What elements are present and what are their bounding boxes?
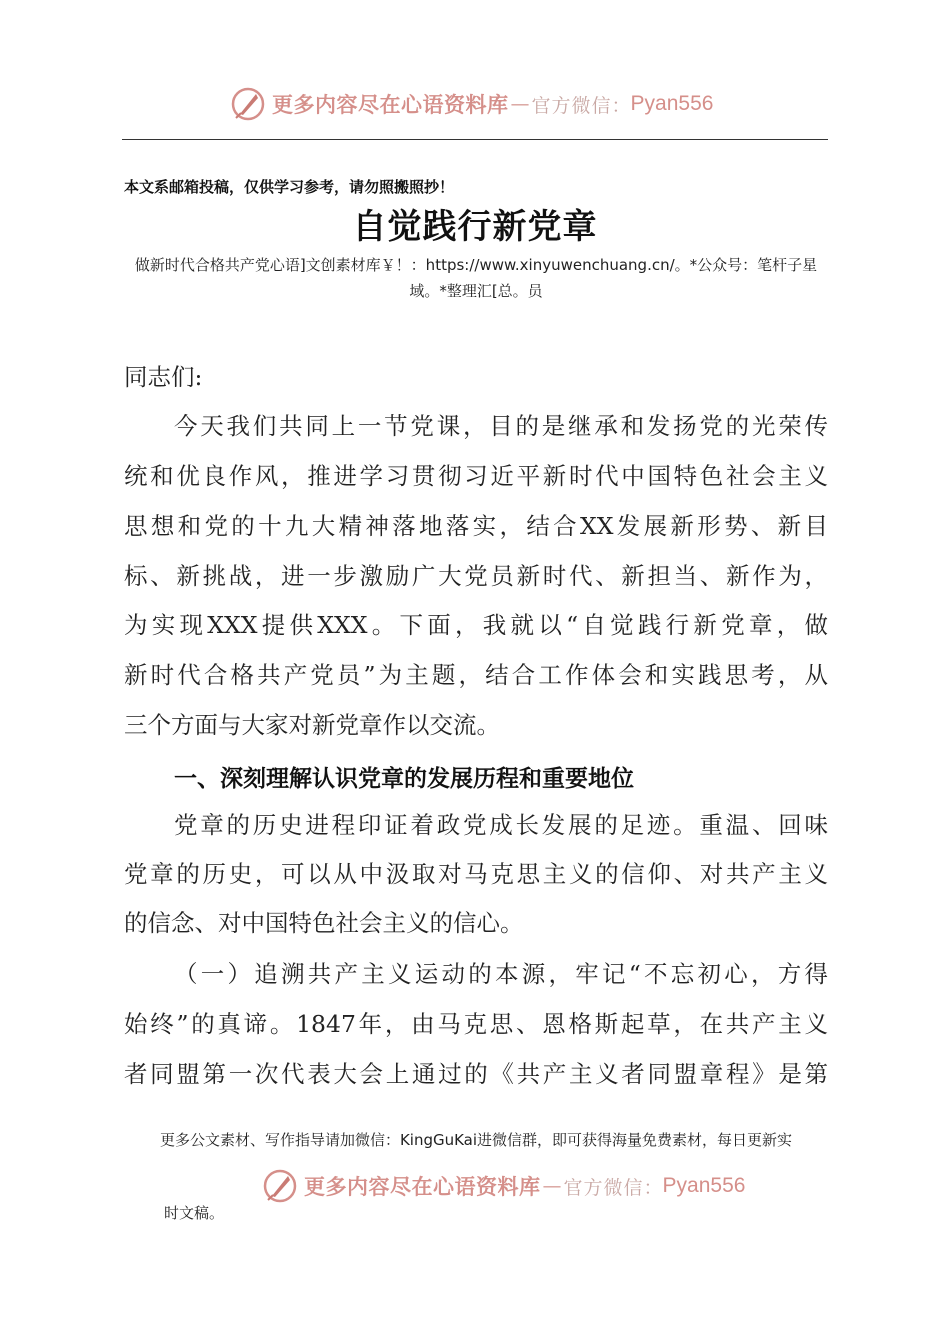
document-title: 自觉践行新党章 [352, 207, 598, 247]
footer-watermark [260, 1166, 745, 1206]
paragraph-line: 标、新挑战，进一步激励广大党员新时代、新担当、新作为， [124, 562, 828, 590]
watermark-dash: — [510, 93, 530, 115]
submission-notice: 本文系邮箱投稿，仅供学习参考，请勿照搬照抄！ [124, 178, 455, 196]
watermark-colon: ： [643, 1176, 663, 1199]
paragraph-line: 新时代合格共产党员”为主题，结合工作体会和实践思考，从 [124, 661, 828, 689]
watermark-wechat-id: Pyan556 [630, 92, 714, 115]
paragraph-line: 党章的历史进程印证着政党成长发展的足迹。重温、回味 [174, 811, 828, 839]
header-divider [122, 139, 828, 140]
watermark-brand: 更多内容尽在心语资料库 [304, 1175, 541, 1199]
paragraph-line: 今天我们共同上一节党课，目的是继承和发扬党的光荣传 [174, 412, 828, 440]
watermark-wechat-id: Pyan556 [662, 1174, 746, 1197]
header-watermark [228, 84, 713, 124]
paragraph-line: 者同盟第一次代表大会上通过的《共产主义者同盟章程》是第 [124, 1060, 828, 1088]
quill-pen-icon [260, 1166, 300, 1206]
quill-pen-icon [228, 84, 268, 124]
paragraph-line: （一）追溯共产主义运动的本源，牢记“不忘初心，方得 [174, 960, 828, 988]
watermark-official: 官方微信 [531, 94, 612, 117]
paragraph-line: 三个方面与大家对新党章作以交流。 [124, 711, 500, 739]
footer-promo-note: 更多公文素材、写作指导请加微信：KingGuKai进微信群，即可获得海量免费素材，每日更新实 [159, 1131, 793, 1149]
paragraph-line: 党章的历史，可以从中汲取对马克思主义的信仰、对共产主义 [124, 860, 828, 888]
footer-promo-note-end: 时文稿。 [164, 1204, 225, 1222]
section-heading: 一、深刻理解认识党章的发展历程和重要地位 [174, 766, 634, 792]
watermark-colon: ： [611, 94, 631, 117]
watermark-dash: — [542, 1175, 562, 1197]
paragraph-line: 始终”的真谛。1847年，由马克思、恩格斯起草，在共产主义 [124, 1010, 828, 1038]
source-note: 做新时代合格共产党心语]文创素材库￥！：https://www.xinyuwenchuang.cn/。*公众号：笔杆子星域。*整理汇[总。员 [134, 256, 818, 300]
watermark-brand: 更多内容尽在心语资料库 [272, 93, 509, 117]
paragraph-line: 为实现XXX提供XXX。下面，我就以“自觉践行新党章，做 [124, 611, 828, 639]
paragraph-line: 的信念、对中国特色社会主义的信心。 [124, 909, 524, 937]
salutation: 同志们: [124, 363, 203, 391]
paragraph-line: 统和优良作风，推进学习贯彻习近平新时代中国特色社会主义 [124, 462, 828, 490]
watermark-official: 官方微信 [563, 1176, 644, 1199]
paragraph-line: 思想和党的十九大精神落地落实，结合XX发展新形势、新目 [124, 512, 828, 540]
